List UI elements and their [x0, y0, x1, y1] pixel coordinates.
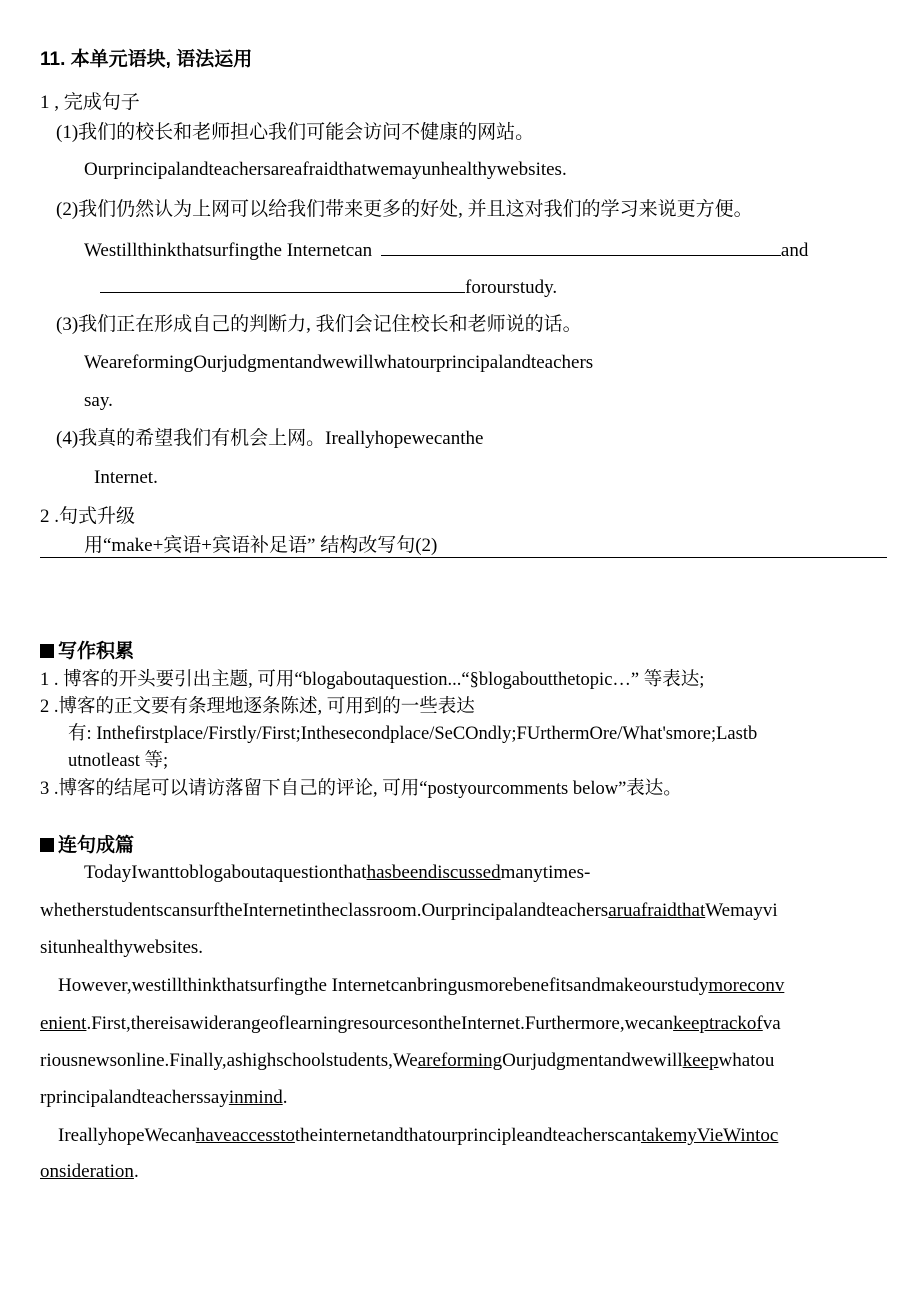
text-span: whatou — [718, 1050, 775, 1071]
item2-english-b: and — [780, 240, 809, 261]
text-span: Wemayvi — [705, 900, 778, 921]
square-bullet-icon — [40, 838, 54, 852]
answer-phrase: keep — [682, 1050, 719, 1071]
answer-phrase: haveaccessto — [195, 1125, 295, 1146]
passage-p1-line1 — [84, 861, 590, 885]
writing-title: 写作积累 — [58, 641, 135, 662]
text-span: .First,thereisawiderangeoflearningresourcesontheInternet.Furthermore,wecan — [86, 1013, 674, 1034]
text-span: rprincipalandteacherssay — [40, 1087, 229, 1108]
writing-point-1: 1 . 博客的开头要引出主题, 可用“blogaboutaquestion...“§blogaboutthetopic…” 等表达; — [40, 670, 705, 690]
part1-heading: 1 , 完成句子 — [40, 92, 140, 113]
answer-phrase: keeptrackof — [673, 1013, 763, 1034]
text-span: va — [762, 1013, 781, 1034]
item3-english: WeareformingOurjudgmentandwewillwhatourprincipalandteachers — [84, 352, 594, 373]
writing-title-row — [40, 640, 134, 664]
section-title: 11. 本单元语块, 语法运用 — [40, 49, 253, 70]
passage-p3-line1 — [58, 1124, 778, 1148]
item4-english-cont: Internet. — [94, 467, 158, 488]
passage-p2-line3 — [40, 1049, 774, 1073]
item2-english-line1 — [84, 237, 808, 263]
answer-phrase: hasbeendiscussed — [366, 862, 501, 883]
text-span: Ourjudgmentandwewill — [502, 1050, 683, 1071]
square-bullet-icon — [40, 644, 54, 658]
item2-english-line2 — [100, 274, 557, 300]
item2-blank-1[interactable] — [381, 237, 781, 256]
item2-blank-2[interactable] — [100, 274, 465, 293]
text-span: . — [282, 1087, 288, 1108]
passage-title: 连句成篇 — [58, 835, 135, 856]
writing-point-2-cont: 有: Inthefirstplace/Firstly/First;Inthesecondplace/SeCOndly;FUrthermOre/What'smore;Lastb — [68, 724, 758, 744]
answer-phrase: inmind — [228, 1087, 283, 1108]
writing-point-3: 3 .博客的结尾可以请访落留下自己的评论, 可用“postyourcomments below”表达。 — [40, 779, 682, 799]
text-span: manytimes- — [500, 862, 591, 883]
text-span: . — [133, 1161, 139, 1182]
item2-english-c: forourstudy. — [465, 277, 558, 298]
divider-line — [40, 557, 887, 558]
answer-phrase: aruafraidthat — [608, 900, 706, 921]
passage-p1-line3: situnhealthywebsites. — [40, 937, 204, 958]
text-span: However,westillthinkthatsurfingthe Internetcanbringusmorebenefitsandmakeourstudy — [58, 975, 709, 996]
part2-instruction: 用“make+宾语+宾语补足语” 结构改写句(2) — [84, 535, 438, 556]
item4-line — [56, 427, 483, 451]
passage-p2-line2 — [40, 1012, 781, 1036]
item2-english-a: Westillthinkthatsurfingthe Internetcan — [84, 240, 373, 261]
answer-phrase: enient — [40, 1013, 87, 1034]
passage-p1-line2 — [40, 899, 778, 923]
passage-p2-line4 — [40, 1086, 287, 1110]
item2-chinese: (2)我们仍然认为上网可以给我们带来更多的好处, 并且这对我们的学习来说更方便。 — [56, 199, 753, 220]
text-span: riousnewsonline.Finally,ashighschoolstudents,We — [40, 1050, 418, 1071]
item4-english: Ireallyhopewecanthe — [325, 428, 484, 449]
item1-english: Ourprincipalandteachersareafraidthatwemayunhealthywebsites. — [84, 159, 567, 180]
passage-p3-line2 — [40, 1160, 139, 1184]
text-span: theinternetandthatourprincipleandteacherscan — [294, 1125, 641, 1146]
text-span: IreallyhopeWecan — [58, 1125, 196, 1146]
item3-chinese: (3)我们正在形成自己的判断力, 我们会记住校长和老师说的话。 — [56, 314, 582, 335]
text-span: whetherstudentscansurftheInternetintheclassroom.Ourprincipalandteachers — [40, 900, 609, 921]
writing-point-2: 2 .博客的正文要有条理地逐条陈述, 可用到的一些表达 — [40, 697, 475, 717]
item3-english-cont: say. — [84, 390, 113, 411]
item1-chinese: (1)我们的校长和老师担心我们可能会访问不健康的网站。 — [56, 122, 535, 143]
passage-title-row — [40, 834, 134, 858]
writing-point-2-end: utnotleast 等; — [68, 751, 169, 771]
answer-phrase: moreconv — [708, 975, 785, 996]
answer-phrase: onsideration — [40, 1161, 134, 1182]
answer-phrase: takemyVieWintoc — [640, 1125, 779, 1146]
text-span: TodayIwanttoblogaboutaquestionthat — [84, 862, 367, 883]
answer-phrase: areforming — [417, 1050, 503, 1071]
part2-heading: 2 .句式升级 — [40, 506, 136, 527]
passage-p2-line1 — [58, 974, 784, 998]
item4-chinese: (4)我真的希望我们有机会上网。 — [56, 428, 326, 449]
